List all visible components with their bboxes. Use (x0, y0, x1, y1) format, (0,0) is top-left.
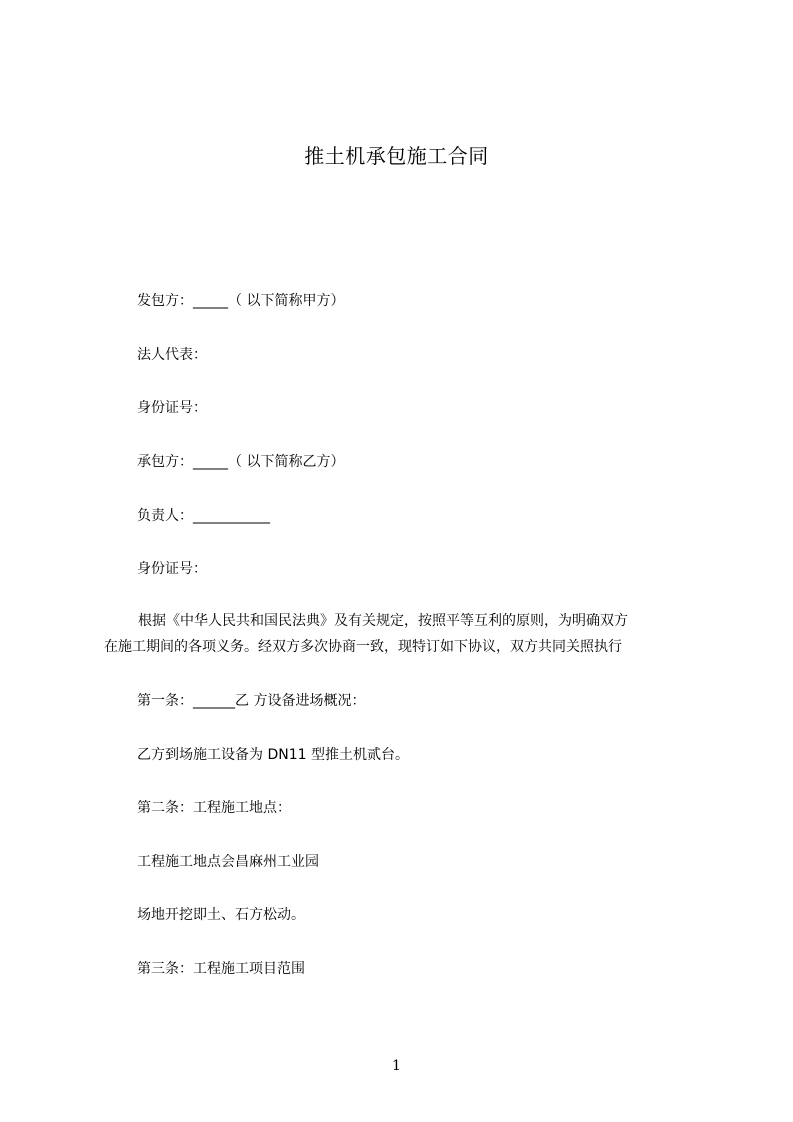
preamble-line-1: 根据《中华人民共和国民法典》及有关规定，按照平等互利的原则，为明确双方 (138, 613, 628, 629)
legal-representative-line: 法人代表： (137, 347, 207, 363)
party-b-line: 承包方：_____（ 以下简称乙方） (137, 454, 345, 470)
preamble-paragraph (104, 608, 694, 660)
article-3-heading: 第三条：工程施工项目范围 (137, 961, 305, 977)
person-in-charge-line: 负责人：___________ (137, 508, 270, 524)
article-2-text-1: 工程施工地点会昌麻州工业园 (137, 854, 319, 870)
article-1-text: 乙方到场施工设备为 DN11 型推土机贰台。 (137, 747, 409, 763)
article-2-text-2: 场地开挖即土、石方松动。 (137, 907, 305, 923)
page-number: 1 (392, 1058, 401, 1074)
article-1-heading: 第一条：______乙 方设备进场概况： (137, 693, 366, 709)
document-title: 推土机承包施工合同 (304, 144, 489, 168)
id-number-line-2: 身份证号： (137, 561, 207, 577)
party-a-line: 发包方：_____（ 以下简称甲方） (137, 293, 345, 309)
article-2-heading: 第二条：工程施工地点： (137, 800, 291, 816)
preamble-line-2: 在施工期间的各项义务。经双方多次协商一致，现特订如下协议，双方共同关照执行 (104, 639, 622, 655)
id-number-line-1: 身份证号： (137, 400, 207, 416)
